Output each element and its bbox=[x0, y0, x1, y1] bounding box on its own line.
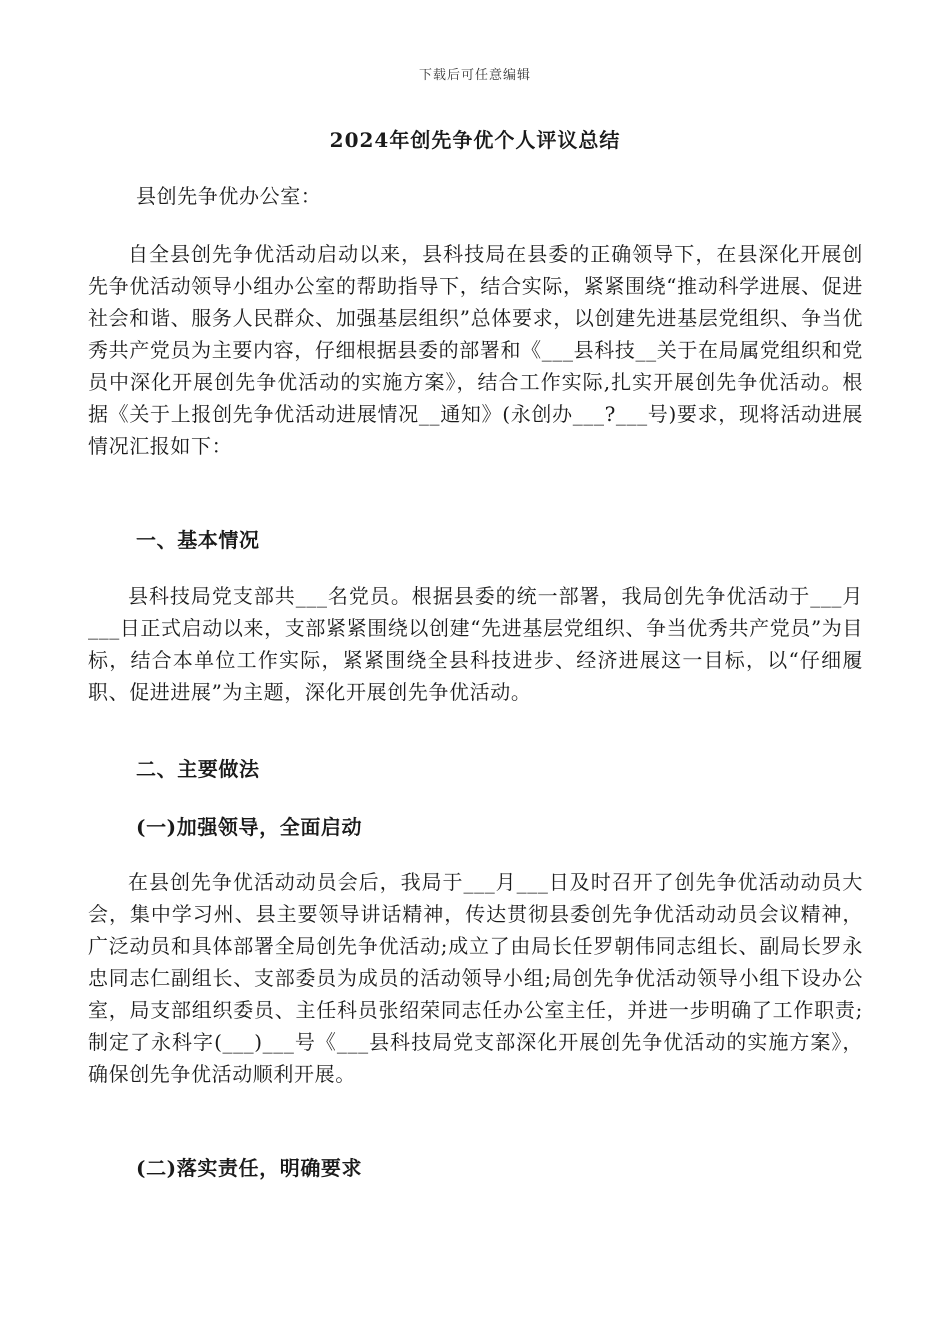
salutation: 县创先争优办公室： bbox=[136, 184, 322, 208]
header-note: 下载后可任意编辑 bbox=[418, 68, 531, 83]
leadership-paragraph-block bbox=[88, 866, 863, 1090]
basic-paragraph: 县科技局党支部共___名党员。根据县委的统一部署，我局创先争优活动于___月___日正式启动以来，支部紧紧围绕以创建“先进基层党组织、争当优秀共产党员”为目标，结合本单位工作实际，紧紧围绕全县科技进步、经济进展这一目标，以“仔细履职、促进进展”为主题，深化开展创先争优活动。 bbox=[88, 584, 863, 704]
section-heading-basic: 一、基本情况 bbox=[136, 528, 260, 552]
intro-paragraph-block bbox=[88, 238, 863, 462]
subsection-heading-leadership: (一)加强领导，全面启动 bbox=[136, 815, 363, 839]
section-heading-methods: 二、主要做法 bbox=[136, 757, 260, 781]
document-title: 2024年创先争优个人评议总结 bbox=[329, 128, 621, 152]
basic-paragraph-block bbox=[88, 580, 863, 708]
intro-paragraph: 自全县创先争优活动启动以来，县科技局在县委的正确领导下，在县深化开展创先争优活动领导小组办公室的帮助指导下，结合实际，紧紧围绕“推动科学进展、促进社会和谐、服务人民群众、加强基层组织”总体要求，以创建先进基层党组织、争当优秀共产党员为主要内容，仔细根据县委的部署和《___县科技__关于在局属党组织和党员中深化开展创先争优活动的实施方案》，结合工作实际,扎实开展创先争优活动。根据《关于上报创先争优活动进展情况__通知》(永创办___?___号)要求，现将活动进展情况汇报如下： bbox=[88, 242, 863, 458]
leadership-paragraph: 在县创先争优活动动员会后，我局于___月___日及时召开了创先争优活动动员大会，集中学习州、县主要领导讲话精神，传达贯彻县委创先争优活动动员会议精神，广泛动员和具体部署全局创先争优活动;成立了由局长任罗朝伟同志组长、副局长罗永忠同志仁副组长、支部委员为成员的活动领导小组;局创先争优活动领导小组下设办公室，局支部组织委员、主任科员张绍荣同志任办公室主任，并进一步明确了工作职责;制定了永科字(___)___号《___县科技局党支部深化开展创先争优活动的实施方案》，确保创先争优活动顺利开展。 bbox=[88, 870, 863, 1086]
subsection-heading-responsibility: (二)落实责任，明确要求 bbox=[136, 1156, 363, 1180]
